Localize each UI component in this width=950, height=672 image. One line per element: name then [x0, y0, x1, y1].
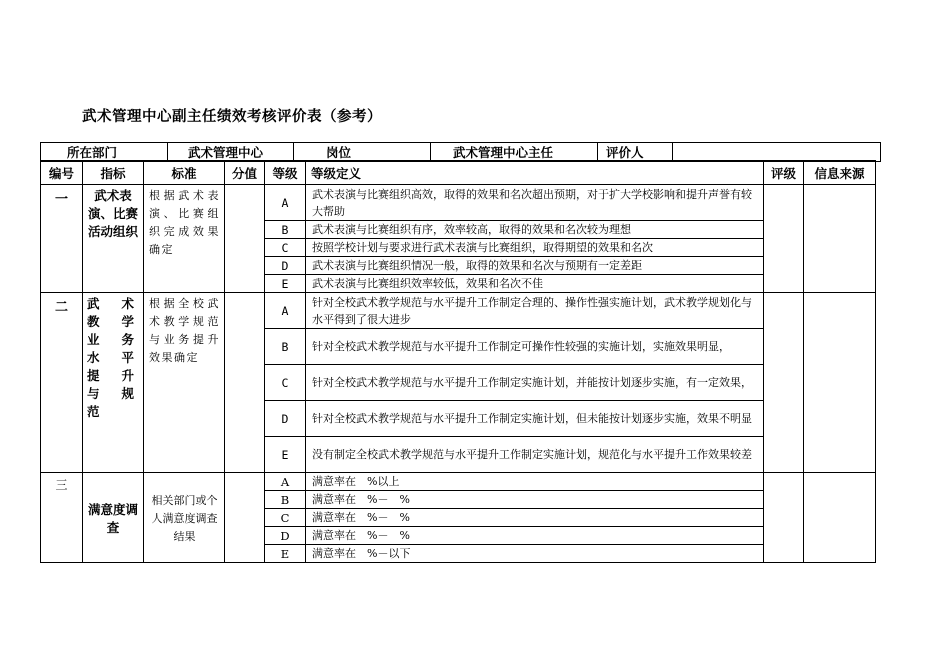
- dept-label: 所在部门: [41, 143, 168, 162]
- info-table: [40, 142, 881, 162]
- evaluator-value[interactable]: [673, 143, 881, 162]
- level-definition: 针对全校武术教学规范与水平提升工作制定合理的、操作性强实施计划，武术教学规划化与水平得到了很大进步: [306, 293, 764, 329]
- table-row: [41, 473, 876, 491]
- table-row: [41, 185, 876, 221]
- section-standard: 根据全校武术教学规范与业务提升效果确定: [144, 293, 225, 473]
- header-no: 编号: [41, 161, 83, 185]
- score-cell[interactable]: [225, 473, 265, 563]
- level-definition: 针对全校武术教学规范与水平提升工作制定实施计划，并能按计划逐步实施，有一定效果，: [306, 365, 764, 401]
- header-score: 分值: [225, 161, 265, 185]
- level-definition: 没有制定全校武术教学规范与水平提升工作制定实施计划，规范化与水平提升工作效果较差: [306, 437, 764, 473]
- header-source: 信息来源: [804, 161, 876, 185]
- post-label: 岗位: [294, 143, 431, 162]
- score-cell[interactable]: [225, 293, 265, 473]
- header-row: [41, 161, 876, 185]
- level-cell: B: [265, 221, 306, 239]
- level-cell: B: [265, 491, 306, 509]
- post-value: 武术管理中心主任: [431, 143, 598, 162]
- level-cell: A: [265, 185, 306, 221]
- section-indicator: 满意度调查: [83, 473, 144, 563]
- level-cell: D: [265, 401, 306, 437]
- level-definition: 武术表演与比赛组织情况一般，取得的效果和名次与预期有一定差距: [306, 257, 764, 275]
- level-cell: A: [265, 293, 306, 329]
- header-level: 等级: [265, 161, 306, 185]
- rating-cell[interactable]: [764, 293, 804, 473]
- section-number: 三: [41, 473, 83, 563]
- section-standard: 根据武术表演、比赛组织完成效果确定: [144, 185, 225, 293]
- score-cell[interactable]: [225, 185, 265, 293]
- level-cell: C: [265, 239, 306, 257]
- source-cell[interactable]: [804, 185, 876, 293]
- level-definition: 按照学校计划与要求进行武术表演与比赛组织，取得期望的效果和名次: [306, 239, 764, 257]
- source-cell[interactable]: [804, 473, 876, 563]
- table-row: [41, 293, 876, 329]
- level-cell: B: [265, 329, 306, 365]
- level-cell: D: [265, 257, 306, 275]
- level-definition: 满意率在 %－ %: [306, 527, 764, 545]
- section-indicator: 武术教学业务水平提升与规范: [83, 293, 144, 473]
- level-definition: 针对全校武术教学规范与水平提升工作制定可操作性较强的实施计划，实施效果明显，: [306, 329, 764, 365]
- level-definition: 满意率在 %－ %: [306, 509, 764, 527]
- level-definition: 满意率在 %－以下: [306, 545, 764, 563]
- level-cell: E: [265, 275, 306, 293]
- level-definition: 武术表演与比赛组织有序，效率较高，取得的效果和名次较为理想: [306, 221, 764, 239]
- section-indicator: 武术表演、比赛活动组织: [83, 185, 144, 293]
- section-number: 一: [41, 185, 83, 293]
- page-title: 武术管理中心副主任绩效考核评价表（参考）: [82, 109, 382, 125]
- level-definition: 针对全校武术教学规范与水平提升工作制定实施计划，但未能按计划逐步实施，效果不明显: [306, 401, 764, 437]
- level-cell: E: [265, 437, 306, 473]
- evaluator-label: 评价人: [598, 143, 673, 162]
- level-definition: 满意率在 %－ %: [306, 491, 764, 509]
- header-definition: 等级定义: [306, 161, 764, 185]
- level-definition: 武术表演与比赛组织高效，取得的效果和名次超出预期，对于扩大学校影响和提升声誉有较大帮助: [306, 185, 764, 221]
- header-indicator: 指标: [83, 161, 144, 185]
- section-standard: 相关部门或个人满意度调查结果: [144, 473, 225, 563]
- header-standard: 标准: [144, 161, 225, 185]
- rating-cell[interactable]: [764, 185, 804, 293]
- level-cell: C: [265, 365, 306, 401]
- header-rating: 评级: [764, 161, 804, 185]
- evaluation-table: [40, 160, 876, 563]
- level-cell: A: [265, 473, 306, 491]
- source-cell[interactable]: [804, 293, 876, 473]
- level-cell: D: [265, 527, 306, 545]
- section-number: 二: [41, 293, 83, 473]
- level-definition: 满意率在 %以上: [306, 473, 764, 491]
- dept-value: 武术管理中心: [168, 143, 294, 162]
- rating-cell[interactable]: [764, 473, 804, 563]
- level-cell: E: [265, 545, 306, 563]
- level-definition: 武术表演与比赛组织效率较低，效果和名次不佳: [306, 275, 764, 293]
- level-cell: C: [265, 509, 306, 527]
